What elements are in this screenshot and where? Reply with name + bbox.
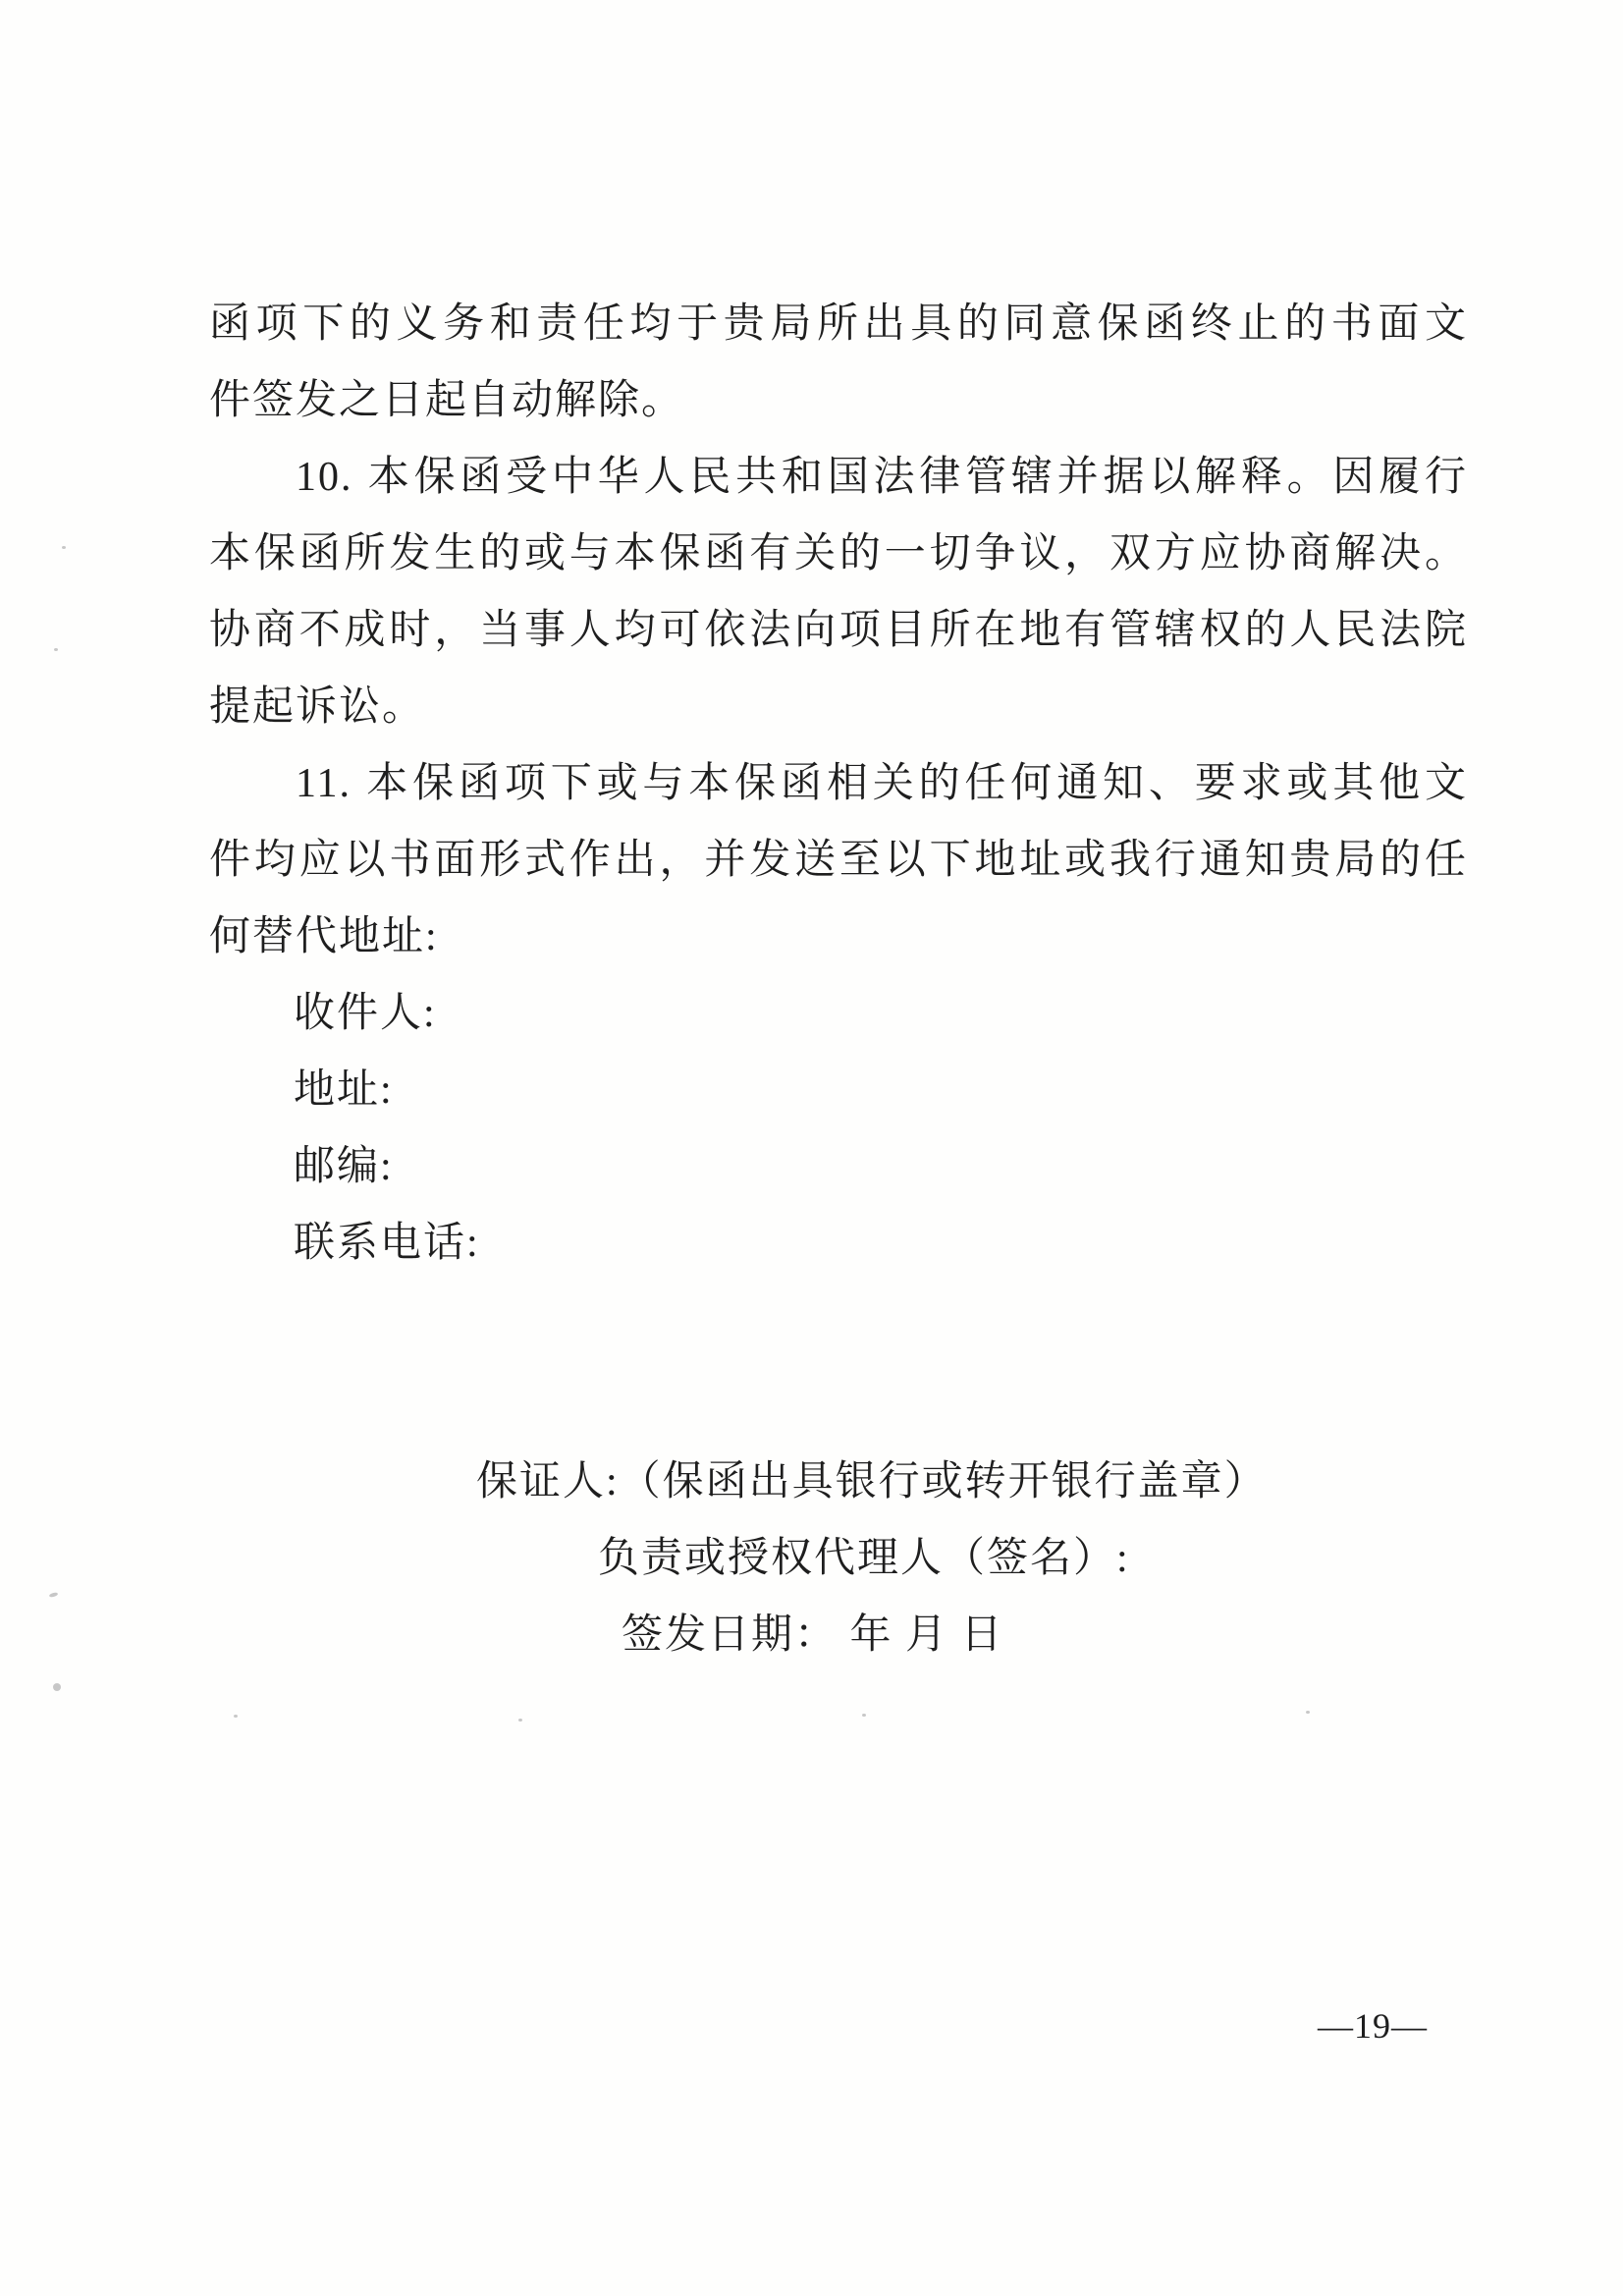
address-field-phone: 联系电话: bbox=[294, 1221, 480, 1266]
authorized-agent-signature-line: 负责或授权代理人（签名）: bbox=[598, 1536, 1130, 1581]
clause-11-line-2: 件均应以书面形式作出，并发送至以下地址或我行通知贵局的任 bbox=[209, 838, 1468, 883]
scan-artifact bbox=[1306, 1711, 1310, 1714]
clause-10-line-4: 提起诉讼。 bbox=[209, 684, 426, 730]
clause-11-line-3: 何替代地址: bbox=[209, 914, 439, 959]
guarantor-seal-line: 保证人:（保函出具银行或转开银行盖章） bbox=[476, 1459, 1268, 1504]
scan-artifact bbox=[862, 1714, 866, 1717]
scan-artifact bbox=[53, 1683, 61, 1691]
scan-artifact bbox=[234, 1715, 238, 1718]
clause-10-line-1: 10. 本保函受中华人民共和国法律管辖并据以解释。因履行 bbox=[296, 455, 1468, 500]
address-field-recipient: 收件人: bbox=[294, 991, 437, 1036]
continuation-line-2: 件签发之日起自动解除。 bbox=[209, 378, 685, 423]
scan-artifact bbox=[49, 1592, 59, 1598]
issue-date-line: 签发日期： 年 月 日 bbox=[622, 1613, 1004, 1658]
clause-10-line-2: 本保函所发生的或与本保函有关的一切争议，双方应协商解决。 bbox=[209, 531, 1468, 576]
clause-10-line-3: 协商不成时，当事人均可依法向项目所在地有管辖权的人民法院 bbox=[209, 608, 1468, 653]
address-field-address: 地址: bbox=[294, 1067, 394, 1113]
scan-artifact bbox=[62, 546, 66, 549]
document-body bbox=[209, 286, 1468, 1282]
scan-artifact bbox=[54, 648, 58, 651]
address-field-postcode: 邮编: bbox=[294, 1144, 394, 1189]
continuation-line-1: 函项下的义务和责任均于贵局所出具的同意保函终止的书面文 bbox=[209, 301, 1468, 347]
clause-11-line-1: 11. 本保函项下或与本保函相关的任何通知、要求或其他文 bbox=[296, 761, 1468, 806]
scan-artifact bbox=[518, 1719, 522, 1722]
signature-block bbox=[209, 1444, 1468, 1673]
page-number: —19— bbox=[1318, 2006, 1428, 2046]
